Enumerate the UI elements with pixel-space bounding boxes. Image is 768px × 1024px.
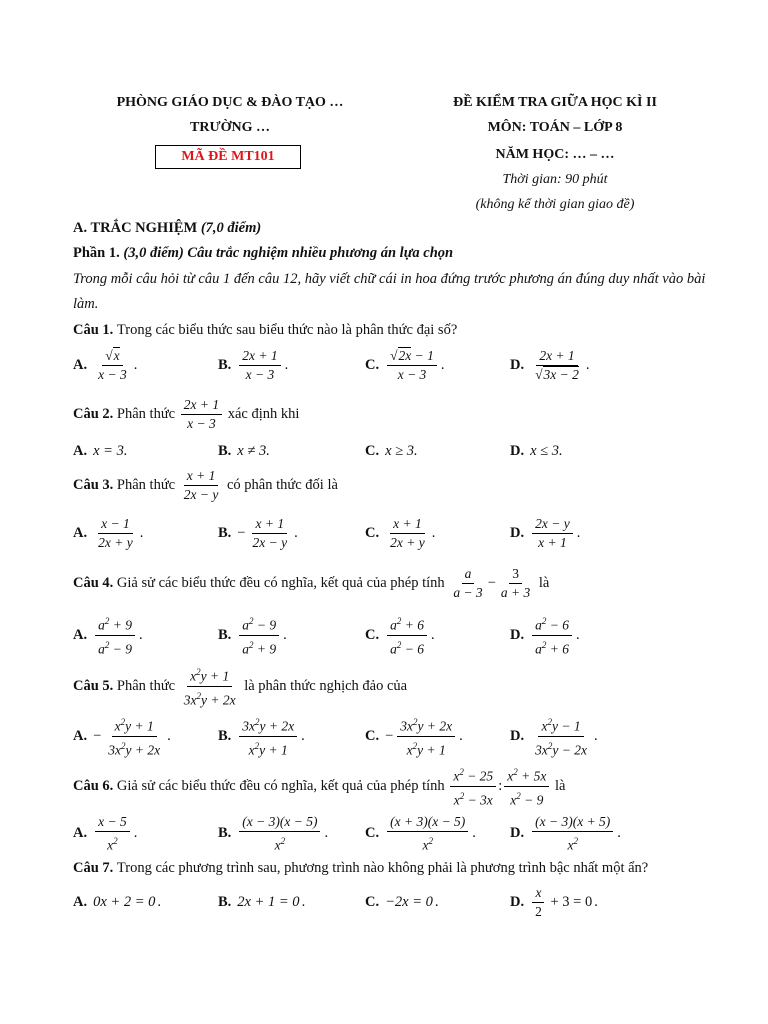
q1-option-c[interactable]: C. $\frac{√2x - 1}{x - 3}$ .	[365, 348, 445, 382]
q1a-fraction: $\frac{√x}{x - 3}$	[98, 348, 127, 382]
q4-option-d[interactable]: D. $\frac{a^2 - 6}{a^2 + 6}$ .	[510, 613, 580, 657]
q7-option-c[interactable]: C. −2x = 0 .	[365, 894, 439, 910]
q1c-fraction: $\frac{√2x - 1}{x - 3}$	[387, 348, 437, 383]
q1d-fraction: $\frac{2x + 1}{√3x - 2}$	[535, 348, 579, 382]
q6-option-d[interactable]: D. $\frac{(x - 3)(x + 5)}{x^2}$ .	[510, 814, 621, 853]
part1-heading: Phần 1. (3,0 điểm) Câu trắc nghiệm nhiều phương án lựa chọn	[73, 245, 454, 261]
school-name: TRƯỜNG …	[190, 120, 270, 135]
question-3: Câu 3. Phân thức $\frac{x + 1}{2x - y}$ có phân thức đối là	[73, 468, 338, 502]
q5-option-c[interactable]: C. − $\frac{3x^2y + 2x}{x^2y + 1}$ .	[365, 714, 463, 758]
question-5: Câu 5. Phân thức $\frac{x^2y + 1}{3x^2y + 2x}$ là phân thức nghịch đảo của	[73, 664, 407, 708]
question-6: Câu 6. Giả sử các biểu thức đều có nghĩa, kết quả của phép tính $\frac{x^2 - 25}{x^2 - 3x}$ : $\frac{x^2 + 5x}{x^2 - 9}$ là	[73, 764, 565, 808]
q7-option-b[interactable]: B. 2x + 1 = 0 .	[218, 894, 306, 910]
q1-option-d[interactable]: D. $\frac{2x + 1}{√3x - 2}$ .	[510, 348, 590, 382]
question-1: Câu 1. Trong các biểu thức sau biểu thức nào là phân thức đại số?	[73, 322, 458, 338]
q6-fraction-1: $\frac{x^2 - 25}{x^2 - 3x}$	[450, 764, 496, 808]
q6d-fraction: $\frac{(x - 3)(x + 5)}{x^2}$	[532, 814, 613, 854]
q4-option-b[interactable]: B. $\frac{a^2 - 9}{a^2 + 9}$ .	[218, 613, 287, 657]
q4b-fraction: $\frac{a^2 - 9}{a^2 + 9}$	[239, 613, 279, 657]
q4d-fraction: $\frac{a^2 - 6}{a^2 + 6}$	[532, 613, 572, 657]
q1-option-a[interactable]: A. $\frac{√x}{x - 3}$ .	[73, 348, 138, 382]
q6-option-c[interactable]: C. $\frac{(x + 3)(x - 5)}{x^2}$ .	[365, 814, 476, 853]
part1-instruction: Trong mỗi câu hỏi từ câu 1 đến câu 12, hãy viết chữ cái in hoa đứng trước phương án đúng duy nhất vào bài làm.	[73, 271, 706, 312]
q4-fraction-1: $\frac{a}{a - 3}$	[453, 566, 483, 600]
q3-option-c[interactable]: C. $\frac{x + 1}{2x + y}$ .	[365, 516, 436, 550]
q4a-fraction: $\frac{a^2 + 9}{a^2 - 9}$	[95, 613, 135, 657]
q3-option-d[interactable]: D. $\frac{2x - y}{x + 1}$ .	[510, 516, 581, 550]
q3-fraction: $\frac{x + 1}{2x - y}$	[183, 468, 219, 502]
exam-code-box: MÃ ĐỀ MT101	[155, 145, 301, 169]
q5d-fraction: $\frac{x^2y - 1}{3x^2y - 2x}$	[532, 714, 590, 758]
q3a-fraction: $\frac{x - 1}{2x + y}$	[98, 516, 133, 550]
q2-fraction: $\frac{2x + 1}{x - 3}$	[181, 397, 222, 432]
q5-fraction: $\frac{x^2y + 1}{3x^2y + 2x}$	[181, 664, 239, 708]
q3d-fraction: $\frac{2x - y}{x + 1}$	[532, 516, 573, 551]
school-year: NĂM HỌC: … – …	[495, 147, 615, 162]
q3-option-b[interactable]: B. − $\frac{x + 1}{2x - y}$ .	[218, 516, 298, 550]
q2-option-c[interactable]: C. x ≥ 3.	[365, 443, 418, 459]
q7-option-a[interactable]: A. 0x + 2 = 0 .	[73, 894, 161, 910]
q5c-fraction: $\frac{3x^2y + 2x}{x^2y + 1}$	[397, 714, 455, 758]
question-7: Câu 7. Trong các phương trình sau, phương trình nào không phải là phương trình bậc nhất một ẩn?	[73, 860, 649, 876]
q7-option-d[interactable]: D. $\frac{x}{2}$ + 3 = 0 .	[510, 885, 598, 919]
q5a-fraction: $\frac{x^2y + 1}{3x^2y + 2x}$	[105, 714, 163, 758]
q5-option-d[interactable]: D. $\frac{x^2y - 1}{3x^2y - 2x}$ .	[510, 714, 598, 758]
q6-option-a[interactable]: A. $\frac{x - 5}{x^2}$ .	[73, 814, 138, 853]
q6c-fraction: $\frac{(x + 3)(x - 5)}{x^2}$	[387, 814, 468, 854]
q6a-fraction: $\frac{x - 5}{x^2}$	[95, 814, 130, 854]
q4-fraction-2: $\frac{3}{a + 3}$	[500, 566, 531, 600]
q6-option-b[interactable]: B. $\frac{(x - 3)(x - 5)}{x^2}$ .	[218, 814, 329, 853]
subject-line: MÔN: TOÁN – LỚP 8	[487, 120, 623, 135]
q5-option-a[interactable]: A. − $\frac{x^2y + 1}{3x^2y + 2x}$ .	[73, 714, 171, 758]
exam-title: ĐỀ KIỂM TRA GIỮA HỌC KÌ II	[453, 95, 657, 110]
q1b-fraction: $\frac{2x + 1}{x - 3}$	[239, 348, 280, 383]
q7d-fraction: $\frac{x}{2}$	[532, 885, 545, 920]
q3b-fraction: $\frac{x + 1}{2x - y}$	[252, 516, 288, 550]
q5-option-b[interactable]: B. $\frac{3x^2y + 2x}{x^2y + 1}$ .	[218, 714, 305, 758]
exam-time-note: (không kể thời gian giao đề)	[475, 197, 635, 212]
section-a-heading: A. TRẮC NGHIỆM (7,0 điểm)	[73, 220, 262, 236]
q2-option-a[interactable]: A. x = 3.	[73, 443, 128, 459]
q1-option-b[interactable]: B. $\frac{2x + 1}{x - 3}$ .	[218, 348, 289, 382]
department-title: PHÒNG GIÁO DỤC & ĐÀO TẠO …	[116, 95, 344, 110]
q6-fraction-2: $\frac{x^2 + 5x}{x^2 - 9}$	[504, 764, 549, 808]
exam-time: Thời gian: 90 phút	[502, 172, 608, 187]
q2-option-d[interactable]: D. x ≤ 3.	[510, 443, 563, 459]
q4-option-a[interactable]: A. $\frac{a^2 + 9}{a^2 - 9}$ .	[73, 613, 143, 657]
question-2: Câu 2. Phân thức $\frac{2x + 1}{x - 3}$ xác định khi	[73, 397, 300, 431]
q3c-fraction: $\frac{x + 1}{2x + y}$	[390, 516, 425, 550]
q5b-fraction: $\frac{3x^2y + 2x}{x^2y + 1}$	[239, 714, 297, 758]
q2-option-b[interactable]: B. x ≠ 3.	[218, 443, 270, 459]
q3-option-a[interactable]: A. $\frac{x - 1}{2x + y}$ .	[73, 516, 144, 550]
q4c-fraction: $\frac{a^2 + 6}{a^2 - 6}$	[387, 613, 427, 657]
q4-option-c[interactable]: C. $\frac{a^2 + 6}{a^2 - 6}$ .	[365, 613, 435, 657]
question-4: Câu 4. Giả sử các biểu thức đều có nghĩa, kết quả của phép tính $\frac{a}{a - 3}$ − $\frac{3}{a + 3}$ là	[73, 566, 550, 600]
q6b-fraction: $\frac{(x - 3)(x - 5)}{x^2}$	[239, 814, 320, 854]
